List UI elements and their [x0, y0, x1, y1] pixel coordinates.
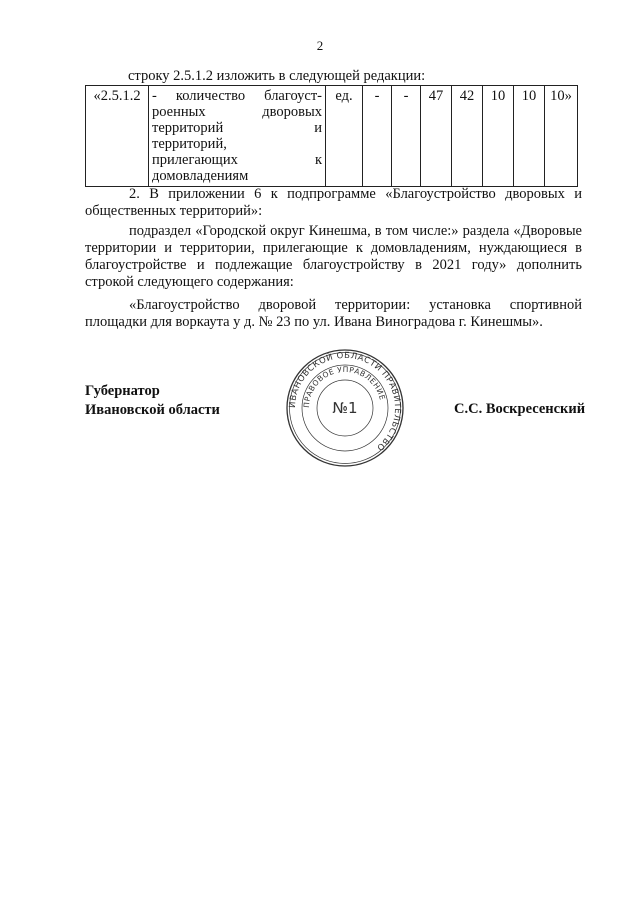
value-cell-6: 10: [514, 86, 545, 187]
table-row: [86, 86, 578, 187]
name-line-6: [152, 168, 322, 184]
name-word: к: [314, 152, 322, 168]
name-line-3: [152, 120, 322, 136]
paragraph-3: «Благоустройство дворовой территории: установка спортивной площадки для воркаута у д. № 23 по ул. Ивана Виноградова г. Кинешмы».: [85, 297, 582, 330]
official-seal: [285, 348, 405, 468]
value-cell-2: -: [392, 86, 421, 187]
name-word: -: [152, 88, 157, 104]
value-cell-4: 42: [452, 86, 483, 187]
name-line-5: [152, 152, 322, 168]
signatory-title-line-2: Ивановской области: [85, 402, 220, 418]
name-line-1: [152, 88, 322, 104]
seal-outer-text: ИВАНОВСКОЙ ОБЛАСТИ ПРАВИТЕЛЬСТВО: [287, 350, 403, 453]
value-cell-3: 47: [421, 86, 452, 187]
seal-center-number: №1: [332, 399, 358, 417]
name-word: прилегающих: [152, 152, 238, 168]
signatory-name: С.С. Воскресенский: [454, 401, 586, 417]
page-number: 2: [316, 38, 324, 53]
intro-line: строку 2.5.1.2 изложить в следующей редакции:: [128, 68, 426, 84]
name-word: роенных: [152, 104, 206, 120]
name-word: и: [314, 120, 322, 136]
name-line-2: [152, 104, 322, 120]
row-code-cell: «2.5.1.2: [86, 86, 149, 187]
unit-cell: ед.: [326, 86, 363, 187]
paragraph-1: 2. В приложении 6 к подпрограмме «Благоустройство дворовых и общественных территорий»:: [85, 186, 582, 219]
name-word: благоуст-: [264, 88, 322, 104]
name-line-4: [152, 136, 322, 152]
value-cell-1: -: [363, 86, 392, 187]
name-word: домовладениям: [152, 168, 249, 184]
signatory-title: [85, 382, 220, 420]
name-word: территорий: [152, 120, 224, 136]
paragraph-2: подраздел «Городской округ Кинешма, в том числе:» раздела «Дворовые территории и территории, прилегающие к домовладениям, нуждающиеся в благоустройстве и подлежащие благоустройству в 2021 году» дополнить строкой следующего содержания:: [85, 223, 582, 290]
value-cell-7: 10»: [545, 86, 578, 187]
row-name-cell: [149, 86, 326, 187]
name-word: дворовых: [262, 104, 322, 120]
name-word: количество: [175, 88, 246, 104]
value-cell-5: 10: [483, 86, 514, 187]
amendment-table: [85, 85, 578, 187]
seal-inner-text: ПРАВОВОЕ УПРАВЛЕНИЕ: [301, 364, 388, 409]
signatory-title-line-1: Губернатор: [85, 383, 160, 399]
name-word: территорий,: [152, 136, 227, 152]
